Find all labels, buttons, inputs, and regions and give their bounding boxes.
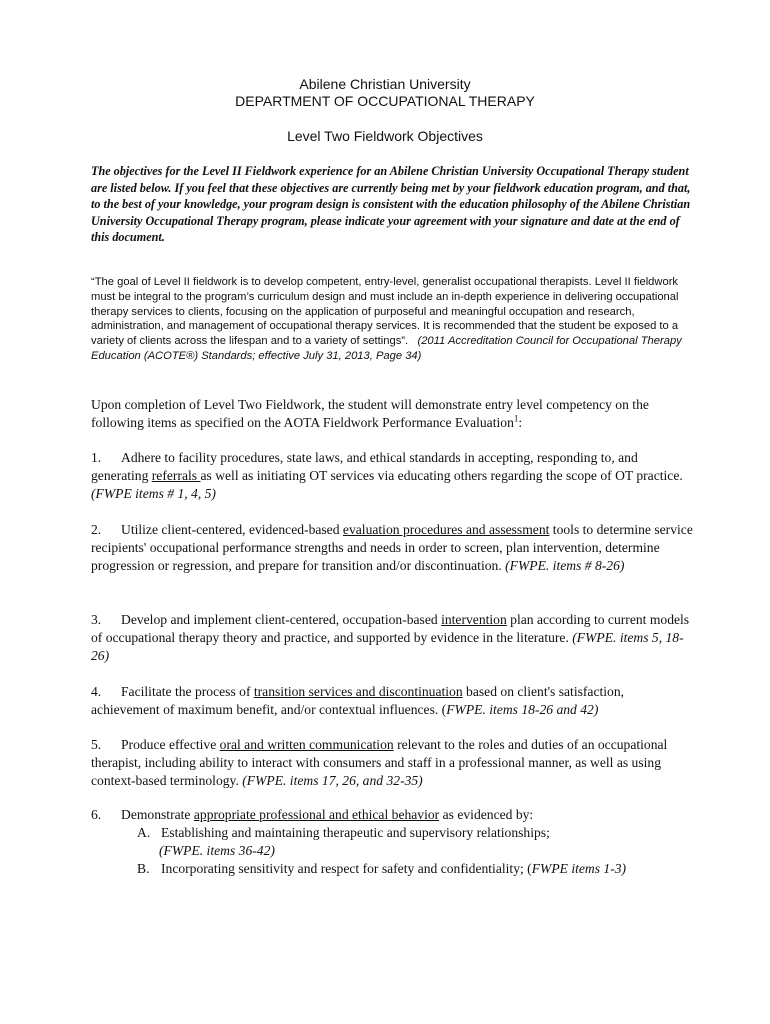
- fwpe-reference: (FWPE. items 5, 18-26): [91, 630, 684, 663]
- objective-keyword: evaluation procedures and assessment: [342, 522, 550, 537]
- department-name: DEPARTMENT OF OCCUPATIONAL THERAPY: [235, 93, 535, 109]
- objective-keyword: transition services and discontinuation: [253, 684, 463, 699]
- objective-4: 4. Facilitate the process of transition services and discontinuation based on client's satisfaction, achievement of maximum benefit, and/or contextual influences. (FWPE. items 18-26 and 42): [91, 684, 625, 717]
- fwpe-reference: (FWPE items # 1, 4, 5): [91, 486, 216, 501]
- lead-paragraph: Upon completion of Level Two Fieldwork, the student will demonstrate entry level competency on the following items as specified on the AOTA Fieldwork Performance Evaluation$^1$:: [91, 397, 649, 430]
- objective-2: 2. Utilize client-centered, evidenced-based evaluation procedures and assessment tools to determine service recipients' occupational performance strengths and needs in order to screen, plan intervention, determine progression or regression, and prepare for transition and/or discontinuation. (FWPE. items # 8-26): [91, 522, 693, 573]
- objective-keyword: appropriate professional and ethical behavior: [193, 807, 440, 822]
- objective-1: 1. Adhere to facility procedures, state laws, and ethical standards in accepting, responding to, and generating referrals as well as initiating OT services via educating others regarding the scope of OT practice. (FWPE items # 1, 4, 5): [91, 450, 683, 501]
- quote-citation: (2011 Accreditation Council for Occupational Therapy Education (ACOTE®) Standards; effective July 31, 2013, Page 34): [91, 335, 682, 362]
- footnote-marker: 1: [513, 413, 519, 424]
- university-name: Abilene Christian University: [299, 76, 471, 92]
- objective-6: 6. Demonstrate appropriate professional and ethical behavior as evidenced by:: [91, 807, 534, 822]
- fwpe-reference: (FWPE. items # 8-26): [505, 558, 625, 573]
- subitem-a: A. Establishing and maintaining therapeutic and supervisory relationships; (FWPE. items 36-42): [137, 824, 677, 860]
- fwpe-reference: FWPE. items 18-26 and 42): [446, 702, 599, 717]
- fwpe-reference: (FWPE. items 36-42): [159, 843, 275, 858]
- objective-3: 3. Develop and implement client-centered, occupation-based intervention plan according to current models of occupational therapy theory and practice, and supported by evidence in the literature. (FWPE. items 5, 18-26): [91, 612, 690, 663]
- acote-quote: [91, 275, 691, 364]
- intro-paragraph: The objectives for the Level II Fieldwork experience for an Abilene Christian University Occupational Therapy student are listed below. If you feel that these objectives are currently being met by your fieldwork education program, and that, to the best of your knowledge, your program design is consistent with the education philosophy of the Abilene Christian University Occupational Therapy program, please indicate your agreement with your signature and date at the end of this document.: [91, 164, 691, 245]
- document-title: Level Two Fieldwork Objectives: [287, 128, 483, 144]
- objective-keyword: intervention: [441, 612, 507, 627]
- objective-keyword: referrals: [151, 468, 201, 483]
- objective-5: 5. Produce effective oral and written communication relevant to the roles and duties of an occupational therapist, including ability to interact with consumers and staff in a professional manner, as well as using context-based terminology. (FWPE. items 17, 26, and 32-35): [91, 737, 668, 788]
- fwpe-reference: FWPE items 1-3): [531, 861, 627, 876]
- objective-keyword: oral and written communication: [219, 737, 394, 752]
- subitem-b: B. Incorporating sensitivity and respect for safety and confidentiality; (FWPE items 1-3): [137, 861, 627, 876]
- quote-text: “The goal of Level II fieldwork is to develop competent, entry-level, generalist occupational therapists. Level II fieldwork must be integral to the program’s curriculum design and must include an in-depth experience in delivering occupational therapy services to clients, focusing on the application of purposeful and meaningful occupation and research, administration, and management of occupational therapy services. It is recommended that the student be exposed to a variety of clients across the lifespan and to a variety of settings”.: [91, 276, 679, 348]
- fwpe-reference: (FWPE. items 17, 26, and 32-35): [242, 773, 423, 788]
